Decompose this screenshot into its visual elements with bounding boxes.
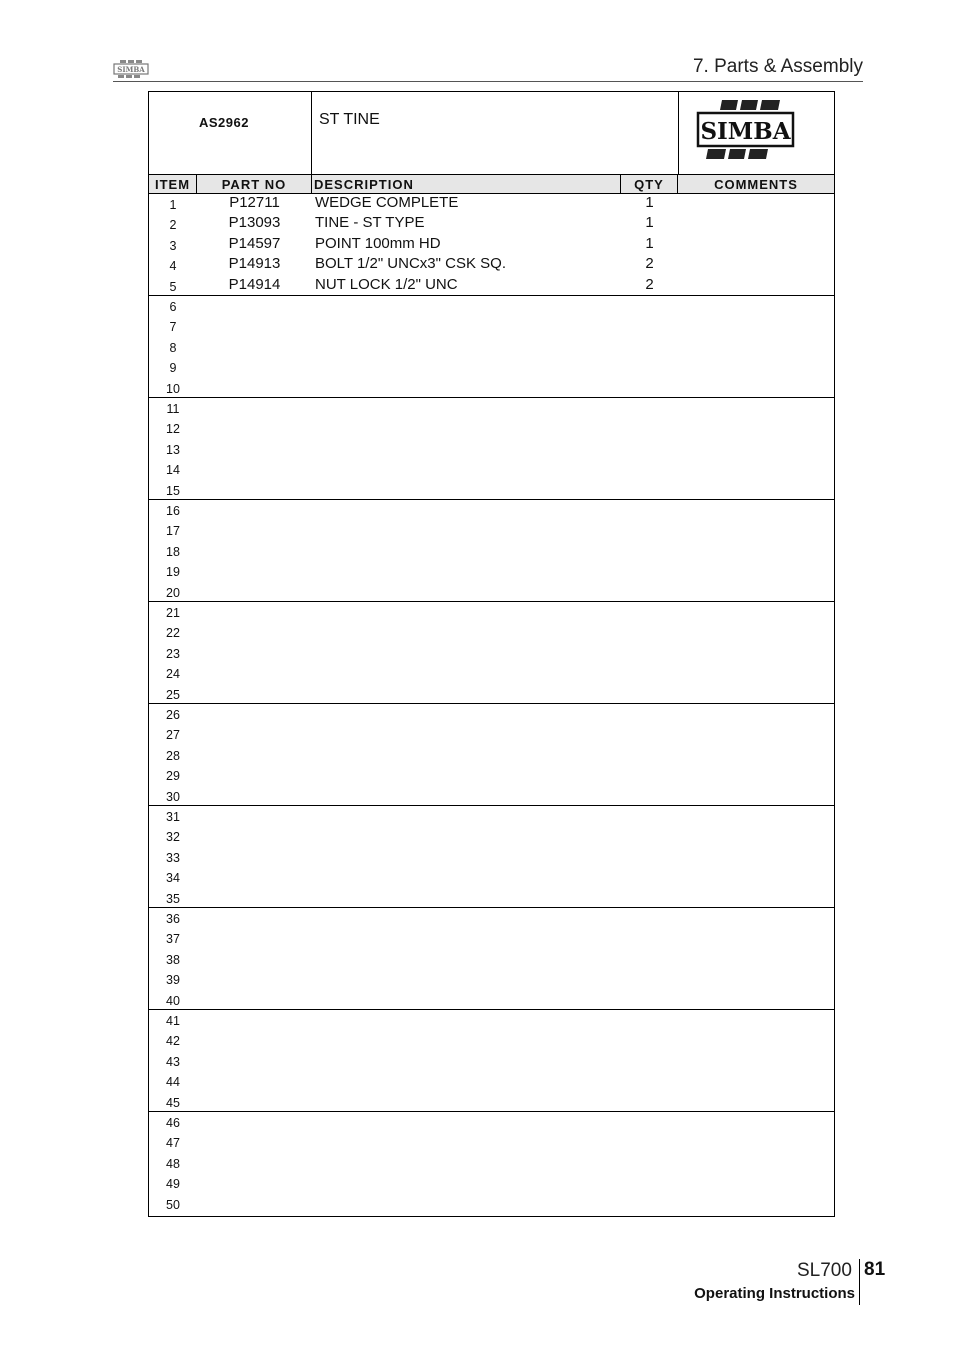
- table-row: [149, 684, 834, 704]
- table-row: [149, 500, 834, 520]
- item-number: 47: [166, 1136, 180, 1151]
- assembly-number: AS2962: [199, 115, 249, 130]
- part-quantity: 1: [645, 234, 654, 252]
- table-row: [149, 602, 834, 622]
- table-row: [149, 643, 834, 663]
- table-row: [149, 826, 834, 846]
- item-number: 24: [166, 667, 180, 682]
- table-row: [149, 663, 834, 683]
- item-number: 10: [166, 381, 180, 396]
- item-number: 28: [166, 748, 180, 763]
- table-row: [149, 704, 834, 724]
- item-number: 43: [166, 1054, 180, 1069]
- part-description: TINE - ST TYPE: [315, 214, 425, 232]
- item-number: 33: [166, 850, 180, 865]
- col-header-qty: QTY: [621, 175, 678, 193]
- item-number: 42: [166, 1034, 180, 1049]
- item-number: 7: [169, 320, 177, 335]
- table-row: [149, 888, 834, 908]
- table-row: [149, 459, 834, 479]
- section-title: 7. Parts & Assembly: [692, 56, 863, 77]
- col-header-comments: COMMENTS: [714, 177, 798, 192]
- table-row: [149, 949, 834, 969]
- item-number: 19: [166, 565, 180, 580]
- assembly-title: ST TINE: [319, 111, 380, 128]
- item-number: 13: [166, 442, 180, 457]
- table-row: [149, 724, 834, 744]
- part-quantity: 1: [645, 214, 654, 232]
- part-number: P12711: [229, 194, 280, 211]
- item-number: 17: [166, 524, 180, 539]
- table-row: [149, 1153, 834, 1173]
- item-number: 30: [166, 789, 180, 804]
- col-header-item: ITEM: [149, 175, 197, 193]
- item-number: 40: [166, 993, 180, 1008]
- brand-cell: [678, 92, 834, 174]
- footer-subtitle: Operating Instructions: [694, 1285, 855, 1302]
- table-row: [149, 928, 834, 948]
- item-number: 36: [166, 912, 180, 926]
- item-number: 32: [166, 830, 180, 845]
- table-row: [149, 990, 834, 1010]
- item-number: 2: [169, 218, 177, 233]
- table-row: [149, 316, 834, 336]
- table-row: [149, 439, 834, 459]
- table-row: [149, 745, 834, 765]
- sheet-title-block: [149, 92, 834, 174]
- item-number: 11: [166, 402, 180, 416]
- item-number: 25: [166, 687, 180, 702]
- part-number: P13093: [228, 214, 281, 232]
- item-number: 27: [166, 728, 180, 743]
- table-row: [149, 541, 834, 561]
- item-number: 35: [166, 891, 180, 906]
- footer-separator: [859, 1259, 860, 1305]
- table-row: [149, 337, 834, 357]
- table-row: [149, 520, 834, 540]
- table-row: [149, 969, 834, 989]
- item-number: 34: [166, 871, 180, 886]
- part-description: POINT 100mm HD: [315, 234, 441, 252]
- assembly-number-cell: [149, 92, 312, 174]
- table-row: [149, 561, 834, 581]
- item-number: 45: [166, 1095, 180, 1110]
- item-number: 21: [166, 606, 180, 620]
- table-row: [149, 1132, 834, 1152]
- part-description: NUT LOCK 1/2" UNC: [315, 275, 458, 293]
- item-number: 46: [166, 1116, 180, 1130]
- header-rule: [113, 81, 863, 82]
- table-row: [149, 1112, 834, 1132]
- item-number: 14: [166, 463, 180, 478]
- item-number: 4: [169, 259, 177, 274]
- table-row: [149, 276, 834, 296]
- item-number: 49: [166, 1177, 180, 1192]
- item-number: 31: [166, 810, 180, 824]
- part-number: P14597: [228, 234, 281, 252]
- footer-model: SL700: [797, 1260, 852, 1281]
- item-number: 29: [166, 769, 180, 784]
- table-row: [149, 786, 834, 806]
- column-header-row: [149, 174, 834, 194]
- item-number: 1: [169, 198, 177, 212]
- item-number: 8: [169, 340, 177, 355]
- page-number: 81: [864, 1259, 886, 1280]
- col-header-description: DESCRIPTION: [312, 175, 621, 193]
- item-number: 12: [166, 422, 180, 437]
- item-number: 41: [166, 1014, 180, 1028]
- table-row: [149, 1051, 834, 1071]
- item-number: 38: [166, 952, 180, 967]
- part-quantity: 2: [645, 255, 654, 273]
- item-number: 9: [169, 361, 177, 376]
- table-row: [149, 622, 834, 642]
- table-row: [149, 1092, 834, 1112]
- parts-sheet: [148, 91, 835, 1217]
- table-row: [149, 1194, 834, 1214]
- simba-brand-logo: [696, 98, 796, 160]
- item-number: 50: [166, 1197, 180, 1212]
- assembly-title-cell: [312, 92, 678, 174]
- table-row: [149, 378, 834, 398]
- item-number: 26: [166, 708, 180, 722]
- table-row: [149, 1010, 834, 1030]
- table-row: [149, 1173, 834, 1193]
- table-row: [149, 194, 834, 214]
- table-row: [149, 867, 834, 887]
- item-number: 3: [169, 238, 177, 253]
- table-row: [149, 357, 834, 377]
- table-row: [149, 908, 834, 928]
- item-number: 18: [166, 544, 180, 559]
- part-quantity: 1: [645, 194, 654, 211]
- table-row: [149, 398, 834, 418]
- svg-text:SIMBA: SIMBA: [700, 118, 791, 145]
- table-row: [149, 806, 834, 826]
- table-row: [149, 765, 834, 785]
- table-row: [149, 1030, 834, 1050]
- item-number: 15: [166, 483, 180, 498]
- item-number: 48: [166, 1156, 180, 1171]
- item-number: 39: [166, 973, 180, 988]
- table-row: [149, 480, 834, 500]
- item-number: 44: [166, 1075, 180, 1090]
- item-number: 23: [166, 646, 180, 661]
- table-row: [149, 296, 834, 316]
- item-number: 37: [166, 932, 180, 947]
- part-quantity: 2: [645, 275, 654, 293]
- item-number: 22: [166, 626, 180, 641]
- table-row: [149, 235, 834, 255]
- table-row: [149, 847, 834, 867]
- part-number: P14913: [228, 255, 281, 273]
- table-row: [149, 1071, 834, 1091]
- part-description: BOLT 1/2" UNCx3" CSK SQ.: [315, 255, 506, 273]
- item-number: 6: [169, 300, 177, 314]
- part-number: P14914: [228, 275, 281, 293]
- item-number: 16: [166, 504, 180, 518]
- header-simba-logo: [113, 59, 149, 79]
- svg-text:SIMBA: SIMBA: [117, 65, 145, 74]
- table-row: [149, 418, 834, 438]
- table-row: [149, 214, 834, 234]
- col-header-part-no: PART NO: [197, 175, 312, 193]
- item-number: 20: [166, 585, 180, 600]
- table-row: [149, 255, 834, 275]
- part-description: WEDGE COMPLETE: [315, 194, 459, 211]
- item-number: 5: [169, 279, 177, 294]
- table-row: [149, 582, 834, 602]
